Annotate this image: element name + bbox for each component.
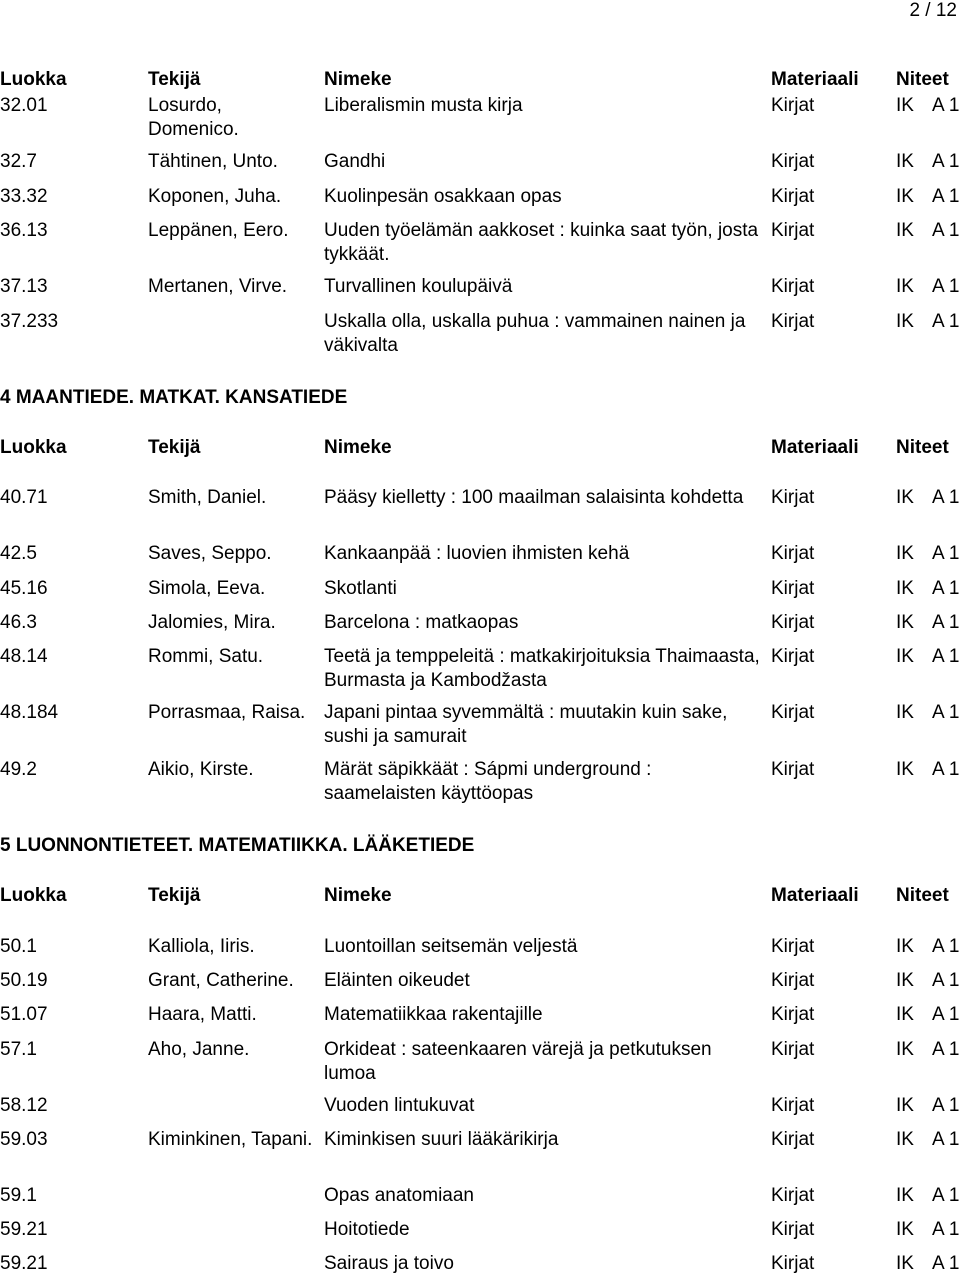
author-cell: Kiminkinen, Tapani.: [148, 1129, 313, 1150]
material-cell: Kirjat: [771, 276, 815, 297]
location-cell: IK: [896, 612, 914, 633]
class-cell: 32.01: [0, 95, 48, 116]
author-cell: Kalliola, Iiris.: [148, 936, 255, 957]
author-cell: Mertanen, Virve.: [148, 276, 288, 297]
location-cell: IK: [896, 487, 914, 508]
title-cell: Märät säpikkäät : Sápmi underground : saamelaisten käyttöopas: [324, 759, 652, 804]
header-niteet: Niteet: [896, 437, 949, 458]
title-cell: Sairaus ja toivo: [324, 1253, 454, 1274]
author-cell: Leppänen, Eero.: [148, 220, 289, 241]
header-materiaali: Materiaali: [771, 437, 859, 458]
class-cell: 33.32: [0, 186, 48, 207]
section-heading: 5 LUONNONTIETEET. MATEMATIIKKA. LÄÄKETIEDE: [0, 835, 475, 856]
title-cell: Kuolinpesän osakkaan opas: [324, 186, 562, 207]
copies-cell: A 1: [932, 95, 960, 116]
location-cell: IK: [896, 702, 914, 723]
title-cell: Uskalla olla, uskalla puhua : vammainen nainen ja väkivalta: [324, 311, 746, 356]
class-cell: 45.16: [0, 578, 48, 599]
author-cell: Koponen, Juha.: [148, 186, 282, 207]
material-cell: Kirjat: [771, 936, 815, 957]
header-nimeke: Nimeke: [324, 885, 392, 906]
header-luokka: Luokka: [0, 69, 67, 90]
material-cell: Kirjat: [771, 487, 815, 508]
location-cell: IK: [896, 646, 914, 667]
location-cell: IK: [896, 936, 914, 957]
class-cell: 59.1: [0, 1185, 37, 1206]
author-cell: Smith, Daniel.: [148, 487, 267, 508]
title-cell: Kankaanpää : luovien ihmisten kehä: [324, 543, 630, 564]
title-cell: Matematiikkaa rakentajille: [324, 1004, 543, 1025]
title-cell: Opas anatomiaan: [324, 1185, 474, 1206]
copies-cell: A 1: [932, 276, 960, 297]
title-cell: Japani pintaa syvemmältä : muutakin kuin sake, sushi ja samurait: [324, 702, 728, 747]
class-cell: 49.2: [0, 759, 37, 780]
class-cell: 36.13: [0, 220, 48, 241]
location-cell: IK: [896, 1004, 914, 1025]
header-nimeke: Nimeke: [324, 69, 392, 90]
location-cell: IK: [896, 1185, 914, 1206]
class-cell: 32.7: [0, 151, 37, 172]
location-cell: IK: [896, 1095, 914, 1116]
location-cell: IK: [896, 151, 914, 172]
copies-cell: A 1: [932, 970, 960, 991]
author-cell: Losurdo, Domenico.: [148, 95, 239, 140]
copies-cell: A 1: [932, 702, 960, 723]
material-cell: Kirjat: [771, 186, 815, 207]
location-cell: IK: [896, 1219, 914, 1240]
author-cell: Porrasmaa, Raisa.: [148, 702, 306, 723]
class-cell: 37.13: [0, 276, 48, 297]
copies-cell: A 1: [932, 1253, 960, 1274]
material-cell: Kirjat: [771, 646, 815, 667]
header-materiaali: Materiaali: [771, 69, 859, 90]
copies-cell: A 1: [932, 186, 960, 207]
location-cell: IK: [896, 1129, 914, 1150]
header-luokka: Luokka: [0, 885, 67, 906]
location-cell: IK: [896, 1039, 914, 1060]
title-cell: Pääsy kielletty : 100 maailman salaisinta kohdetta: [324, 487, 744, 508]
class-cell: 59.21: [0, 1253, 48, 1274]
location-cell: IK: [896, 1253, 914, 1274]
location-cell: IK: [896, 186, 914, 207]
header-materiaali: Materiaali: [771, 885, 859, 906]
material-cell: Kirjat: [771, 95, 815, 116]
material-cell: Kirjat: [771, 759, 815, 780]
copies-cell: A 1: [932, 1004, 960, 1025]
location-cell: IK: [896, 95, 914, 116]
author-cell: Haara, Matti.: [148, 1004, 257, 1025]
material-cell: Kirjat: [771, 1253, 815, 1274]
copies-cell: A 1: [932, 936, 960, 957]
author-cell: Rommi, Satu.: [148, 646, 264, 667]
material-cell: Kirjat: [771, 612, 815, 633]
material-cell: Kirjat: [771, 311, 815, 332]
author-cell: Aikio, Kirste.: [148, 759, 254, 780]
header-niteet: Niteet: [896, 885, 949, 906]
author-cell: Tähtinen, Unto.: [148, 151, 278, 172]
copies-cell: A 1: [932, 487, 960, 508]
class-cell: 37.233: [0, 311, 59, 332]
copies-cell: A 1: [932, 311, 960, 332]
copies-cell: A 1: [932, 1039, 960, 1060]
location-cell: IK: [896, 311, 914, 332]
title-cell: Luontoillan seitsemän veljestä: [324, 936, 578, 957]
location-cell: IK: [896, 970, 914, 991]
class-cell: 57.1: [0, 1039, 37, 1060]
copies-cell: A 1: [932, 151, 960, 172]
class-cell: 48.184: [0, 702, 59, 723]
material-cell: Kirjat: [771, 543, 815, 564]
material-cell: Kirjat: [771, 1039, 815, 1060]
location-cell: IK: [896, 220, 914, 241]
copies-cell: A 1: [932, 1219, 960, 1240]
copies-cell: A 1: [932, 1095, 960, 1116]
material-cell: Kirjat: [771, 1129, 815, 1150]
class-cell: 42.5: [0, 543, 37, 564]
material-cell: Kirjat: [771, 702, 815, 723]
header-nimeke: Nimeke: [324, 437, 392, 458]
location-cell: IK: [896, 578, 914, 599]
material-cell: Kirjat: [771, 1004, 815, 1025]
material-cell: Kirjat: [771, 220, 815, 241]
material-cell: Kirjat: [771, 1219, 815, 1240]
title-cell: Gandhi: [324, 151, 386, 172]
author-cell: Grant, Catherine.: [148, 970, 294, 991]
copies-cell: A 1: [932, 1129, 960, 1150]
title-cell: Kiminkisen suuri lääkärikirja: [324, 1129, 559, 1150]
copies-cell: A 1: [932, 759, 960, 780]
class-cell: 59.03: [0, 1129, 48, 1150]
header-luokka: Luokka: [0, 437, 67, 458]
material-cell: Kirjat: [771, 970, 815, 991]
class-cell: 58.12: [0, 1095, 48, 1116]
title-cell: Liberalismin musta kirja: [324, 95, 523, 116]
copies-cell: A 1: [932, 646, 960, 667]
copies-cell: A 1: [932, 543, 960, 564]
location-cell: IK: [896, 543, 914, 564]
class-cell: 46.3: [0, 612, 37, 633]
class-cell: 50.1: [0, 936, 37, 957]
copies-cell: A 1: [932, 578, 960, 599]
page-number: 2 / 12: [909, 0, 957, 21]
class-cell: 51.07: [0, 1004, 48, 1025]
title-cell: Turvallinen koulupäivä: [324, 276, 513, 297]
copies-cell: A 1: [932, 1185, 960, 1206]
title-cell: Eläinten oikeudet: [324, 970, 470, 991]
material-cell: Kirjat: [771, 1095, 815, 1116]
title-cell: Vuoden lintukuvat: [324, 1095, 475, 1116]
author-cell: Jalomies, Mira.: [148, 612, 276, 633]
header-tekija: Tekijä: [148, 69, 201, 90]
author-cell: Simola, Eeva.: [148, 578, 266, 599]
title-cell: Uuden työelämän aakkoset : kuinka saat työn, josta tykkäät.: [324, 220, 759, 265]
title-cell: Barcelona : matkaopas: [324, 612, 519, 633]
copies-cell: A 1: [932, 220, 960, 241]
class-cell: 48.14: [0, 646, 48, 667]
material-cell: Kirjat: [771, 578, 815, 599]
location-cell: IK: [896, 276, 914, 297]
class-cell: 40.71: [0, 487, 48, 508]
header-tekija: Tekijä: [148, 885, 201, 906]
header-tekija: Tekijä: [148, 437, 201, 458]
title-cell: Teetä ja temppeleitä : matkakirjoituksia Thaimaasta, Burmasta ja Kambodžasta: [324, 646, 760, 691]
material-cell: Kirjat: [771, 1185, 815, 1206]
class-cell: 50.19: [0, 970, 48, 991]
class-cell: 59.21: [0, 1219, 48, 1240]
author-cell: Saves, Seppo.: [148, 543, 272, 564]
author-cell: Aho, Janne.: [148, 1039, 250, 1060]
title-cell: Hoitotiede: [324, 1219, 410, 1240]
copies-cell: A 1: [932, 612, 960, 633]
header-niteet: Niteet: [896, 69, 949, 90]
title-cell: Orkideat : sateenkaaren värejä ja petkutuksen lumoa: [324, 1039, 712, 1084]
section-heading: 4 MAANTIEDE. MATKAT. KANSATIEDE: [0, 387, 348, 408]
title-cell: Skotlanti: [324, 578, 397, 599]
location-cell: IK: [896, 759, 914, 780]
material-cell: Kirjat: [771, 151, 815, 172]
